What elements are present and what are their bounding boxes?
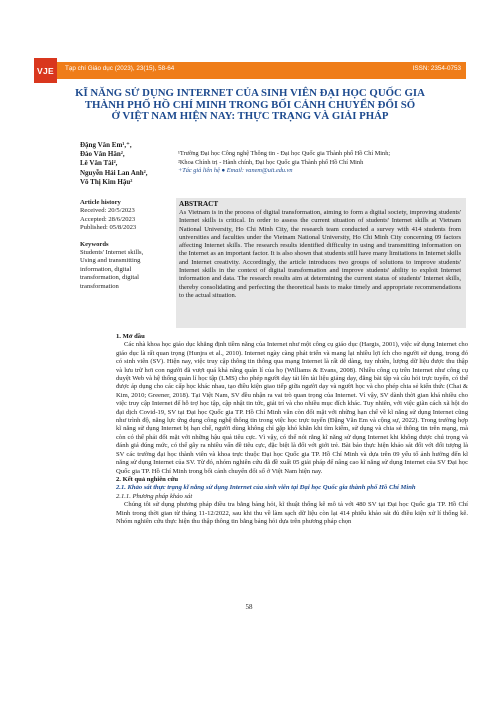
keyword-line: Students' Internet skills, xyxy=(80,249,144,257)
received-date: Received: 20/5/2023 xyxy=(80,207,135,215)
affiliation: ¹Trường Đại học Công nghệ Thông tin - Đại học Quốc gia Thành phố Hồ Chí Minh; xyxy=(178,150,391,157)
page-number: 58 xyxy=(245,603,253,611)
author: Đào Văn Hân², xyxy=(80,150,125,159)
abstract-text: As Vietnam is in the process of digital transformation, aiming to form a digital society, improving students' Internet skills is critical. In order to assess the current situation of students' Internet skills at Vietnam National University, Ho Chi Minh City, the research team conducted a survey with 414 students from universities and faculties under the Vietnam National University, Ho Chi Minh City concerning 09 factors affecting Internet skills. The research results identified difficulty in using and transmitting information on the Internet as an important factor. It is also shown that students still have many limitations in Internet skills and Internet creativity. Accordingly, the article introduces two groups of solutions to improve students' Internet skills in the context of digital transformation and improve students' ability to exploit Internet information and data. The research results aim at determining the current status of students' Internet skills, thereby consolidating and perfecting the theoretical basis to make timely and appropriate recommendations to the actual situation. xyxy=(179,209,461,299)
published-date: Published: 05/8/2023 xyxy=(80,224,137,232)
author: Võ Thị Kim Hậu² xyxy=(80,177,133,186)
article-body xyxy=(116,333,468,526)
abstract-box xyxy=(176,198,466,328)
author-list xyxy=(80,141,175,187)
section-heading-results: 2. Kết quả nghiên cứu xyxy=(116,475,179,483)
title-line: THÀNH PHỐ HỒ CHÍ MINH TRONG BỐI CẢNH CHUYỂN ĐỔI SỐ xyxy=(84,98,416,111)
accepted-date: Accepted: 28/6/2023 xyxy=(80,215,136,223)
journal-issn: ISSN: 2354-0753 xyxy=(412,65,461,72)
keyword-line: information, digital xyxy=(80,265,132,273)
section-heading-introduction: 1. Mở đầu xyxy=(116,333,145,340)
title-line: Ở VIỆT NAM HIỆN NAY: THỰC TRẠNG VÀ GIẢI PHÁP xyxy=(111,110,389,122)
abstract-heading: ABSTRACT xyxy=(179,200,219,208)
keywords-title: Keywords xyxy=(80,240,109,248)
article-title xyxy=(34,88,466,123)
paragraph: Các nhà khoa học giáo dục khẳng định tiềm năng của Internet như một công cụ giáo dục (Hargis, 2001), việc sử dụng Internet cho giáo dục là rất quan trọng (Hunjra et al., 2010). Internet ngày càng phát triển và mang lại nhiều lợi ích cho người sử dụng, trong đó có sinh viên (SV). Hiện nay, việc truy cập thông tin thông qua mạng Internet là rất dễ dàng, tuy nhiên, lượng dữ liệu được thu thập và lưu trữ hơi con người đã vượt quá khả năng quản lí của họ (Williams & Evans, 2008). Nhiều công cụ trên Internet như công cụ duyệt Web và hệ thống quản lí học tập (LMS) cho phép người dạy tải lên tài liệu giảng dạy, đăng bài tập và câu hỏi trực tuyến, có thể được áp dụng cho các cấp học khác nhau, tạo điều kiện giao tiếp giữa người dạy và người học và cho phép chia sẻ kiến thức (Chai & Kim, 2010; Greener, 2018). Tại Việt Nam, SV đều nhận ra vai trò quan trọng của Internet. Vì vậy, SV dành thời gian khá nhiều cho việc truy cập Internet để hỗ trợ học tập, cập nhật tin tức, giải trí và cho nhiều mục đích khác. Tuy nhiên, với việc giãn cách xã hội do đại dịch Covid-19, SV tại Đại học Quốc gia TP. Hồ Chí Minh vẫn còn đối mặt với những hạn chế về kĩ năng sử dụng Internet cũng như trình độ, năng lực ứng dụng công nghệ thông tin trong việc học trực tuyến (Đặng Văn Em và cộng sự, 2022). Trong trường hợp kĩ năng sử dụng Internet bị hạn chế, người dùng không chỉ gặp khó khăn khi tìm kiếm, sử dụng và chia sẻ thông tin trên mạng, mà còn có thể phải đối mặt với những hậu quả tiêu cực. Vì vậy, có thể nói rằng kĩ năng sử dụng Internet khi không được chú trọng và đánh giá đúng mức, có thể gây ra nhiều vấn đề tiêu cực, đặc biệt là đối với giới trẻ. Bài báo thực hiện khảo sát đối với đối tượng là SV các trường đại học thành viên và khoa trực thuộc Đại học Quốc gia TP. Hồ Chí Minh và dựa trên 09 yếu tố ảnh hưởng đến kĩ năng sử dụng Internet của SV. Từ đó, nhóm nghiên cứu đã đề xuất 05 giải pháp để nâng cao kĩ năng sử dụng Internet của SV Đại học Quốc gia TP. Hồ Chí Minh trong bối cảnh chuyển đổi số ở Việt Nam hiện nay. xyxy=(116,341,468,475)
title-line: KĨ NĂNG SỬ DỤNG INTERNET CỦA SINH VIÊN ĐẠI HỌC QUỐC GIA xyxy=(75,87,425,99)
journal-header-bar xyxy=(34,62,466,79)
subsection-heading: 2.1. Khảo sát thực trạng kĩ năng sử dụng Internet của sinh viên tại Đại học Quốc gia thành phố Hồ Chí Minh xyxy=(116,484,416,492)
article-info-sidebar xyxy=(80,199,172,291)
affiliations xyxy=(178,150,468,176)
paragraph: Chúng tôi sử dụng phương pháp điều tra bằng bảng hỏi, kĩ thuật thống kê mô tả với 480 SV tại Đại học Quốc gia TP. Hồ Chí Minh trong thời gian từ tháng 11-12/2022, sau khi thu về làm sạch dữ liệu còn lại 414 phiếu khảo sát đủ điều kiện xử lí thống kê. Nhóm nghiên cứu thực hiện thu thập thông tin bằng bảng hỏi dựa trên phương pháp chọn xyxy=(116,501,468,525)
journal-citation: Tạp chí Giáo dục (2023), 23(15), 58-64 xyxy=(65,65,175,72)
subsubsection-heading: 2.1.1. Phương pháp khảo sát xyxy=(116,492,193,500)
affiliation: ²Khoa Chính trị - Hành chính, Đại học Quốc gia Thành phố Hồ Chí Minh xyxy=(178,158,364,166)
keyword-line: transformation xyxy=(80,282,119,290)
contact-email: +Tác giả liên hệ ● Email: vanem@uit.edu.vn xyxy=(178,167,293,175)
journal-logo: VJE xyxy=(34,58,57,83)
author: Nguyễn Hải Lan Anh², xyxy=(80,168,148,177)
author: Đặng Văn Em¹,⁺, xyxy=(80,141,132,149)
keyword-line: Using and transmitting xyxy=(80,257,141,265)
history-title: Article history xyxy=(80,199,121,206)
author: Lê Văn Tài², xyxy=(80,159,118,168)
keyword-line: transformation, digital xyxy=(80,274,139,282)
